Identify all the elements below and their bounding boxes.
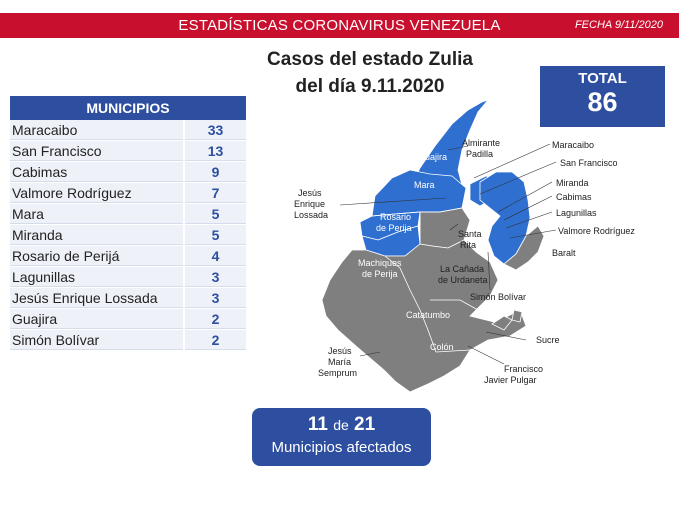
affected-count-line [252,414,431,436]
map-label-jesus-2: Enrique [294,199,326,209]
map-label-santa-2: Rita [460,240,477,250]
municipio-name: Mara [10,204,183,224]
municipio-name: Cabimas [10,162,183,182]
municipio-name: Guajira [10,309,183,329]
map-label-canada-1: La Cañada [440,264,485,274]
header-date: FECHA 9/11/2020 [574,19,663,31]
map-label-colon: Colón [430,342,454,352]
total-label: TOTAL [578,70,627,87]
map-label-mara: Mara [414,180,435,190]
map-label-cabimas: Cabimas [556,192,592,202]
map-label-santa-1: Santa [458,229,482,239]
map-label-jesus-1: Jesús [298,188,322,198]
municipio-cases: 5 [185,225,246,245]
municipio-name: Miranda [10,225,183,245]
map-label-rosario-2: de Perija [376,223,412,233]
map-label-semprum-3: Semprum [318,368,358,378]
map-label-jesus-3: Lossada [294,210,329,220]
municipio-name: Valmore Rodríguez [10,183,183,203]
municipio-cases: 3 [185,288,246,308]
map-label-miranda: Miranda [556,178,589,188]
map-label-san-francisco: San Francisco [560,158,618,168]
table-header: MUNICIPIOS [10,96,246,120]
affected-de: de [333,417,349,433]
map-label-semprum-1: Jesús [328,346,352,356]
municipio-cases: 13 [185,141,246,161]
total-value: 86 [587,87,618,117]
map-label-maracaibo: Maracaibo [552,140,595,150]
municipio-cases: 2 [185,309,246,329]
municipio-cases: 33 [185,120,246,140]
map-label-almirante-2: Padilla [466,149,494,159]
map-label-lagunillas: Lagunillas [556,208,597,218]
municipio-cases: 5 [185,204,246,224]
map-label-baralt: Baralt [552,248,576,258]
municipio-name: Rosario de Perijá [10,246,183,266]
region-mara [372,170,466,216]
map-label-machiques-1: Machiques [358,258,402,268]
map-label-rosario-1: Rosario [380,212,412,222]
header-title: ESTADÍSTICAS CORONAVIRUS VENEZUELA [178,17,501,34]
map-label-catatumbo: Catatumbo [406,310,451,320]
municipio-cases: 4 [185,246,246,266]
municipio-name: Simón Bolívar [10,330,183,350]
map-label-canada-2: de Urdaneta [438,275,488,285]
affected-box [252,408,431,466]
heading-line-1: Casos del estado Zulia [267,49,473,70]
affected-label: Municipios afectados [271,439,412,456]
municipio-name: Maracaibo [10,120,183,140]
municipio-name: Jesús Enrique Lossada [10,288,183,308]
municipio-cases: 2 [185,330,246,350]
map-label-almirante-1: Almirante [462,138,501,148]
municipio-cases: 7 [185,183,246,203]
municipio-cases: 3 [185,267,246,287]
map-label-machiques-2: de Perija [362,269,398,279]
heading-line-2: del día 9.11.2020 [295,76,445,97]
map-label-semprum-2: María [328,357,352,367]
map-label-simon: Simón Bolívar [470,292,527,302]
map-label-pulgar-2: Javier Pulgar [484,375,537,385]
municipio-name: Lagunillas [10,267,183,287]
municipio-cases: 9 [185,162,246,182]
affected-of: 21 [354,414,376,435]
municipio-name: San Francisco [10,141,183,161]
map-label-valmore: Valmore Rodríguez [558,226,635,236]
map-label-guajira: Guajira [418,152,448,162]
map-label-sucre: Sucre [536,335,560,345]
map-label-pulgar-1: Francisco [504,364,544,374]
affected-count: 11 [307,414,328,435]
